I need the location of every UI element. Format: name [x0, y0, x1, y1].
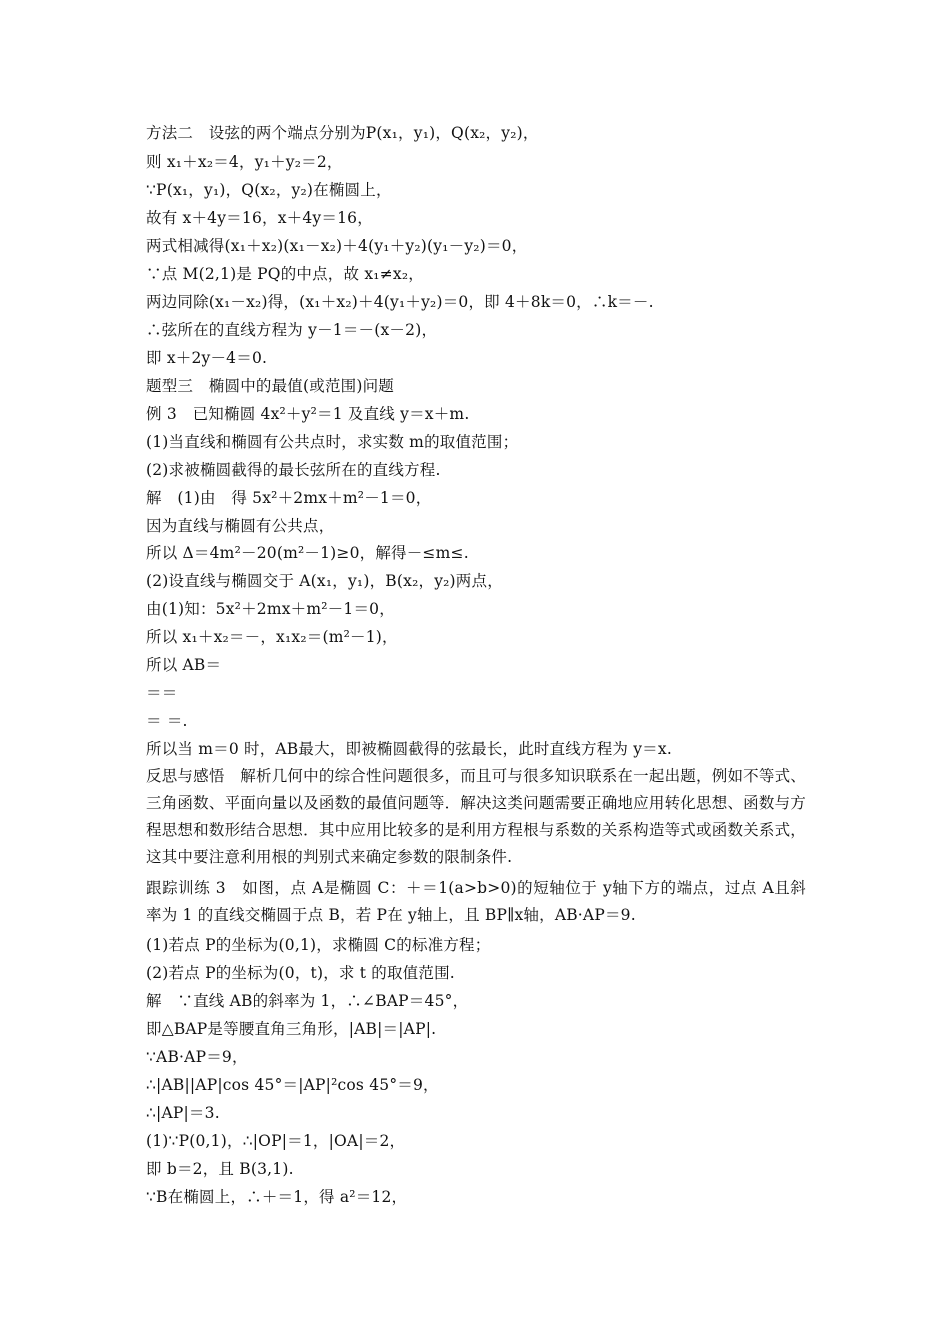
text-line: ＝ ＝. — [146, 712, 188, 730]
text-line: 两边同除(x₁－x₂)得，(x₁＋x₂)＋4(y₁＋y₂)＝0，即 4＋8k＝0，∴k＝－. — [146, 293, 654, 311]
text-line: 所以 Δ＝4m²－20(m²－1)≥0，解得－≤m≤. — [146, 544, 469, 562]
reflection-paragraph: 反思与感悟 解析几何中的综合性问题很多，而且可与很多知识联系在一起出题，例如不等式、三角函数、平面向量以及函数的最值问题等．解决这类问题需要正确地应用转化思想、函数与方程思想和数形结合思想．其中应用比较多的是利用方程根与系数的关系构造等式或函数关系式，这其中要注意利用根的判别式来确定参数的限制条件. — [146, 767, 806, 866]
text-line: (1)当直线和椭圆有公共点时，求实数 m的取值范围； — [146, 433, 519, 451]
text-line: ∵AB·AP＝9， — [146, 1048, 248, 1066]
text-line: 解 (1)由 得 5x²＋2mx＋m²－1＝0， — [146, 489, 432, 507]
text-line: 方法二 设弦的两个端点分别为P(x₁，y₁)，Q(x₂，y₂)， — [146, 124, 539, 142]
text-line: (1)若点 P的坐标为(0,1)，求椭圆 C的标准方程； — [146, 936, 491, 954]
text-line: ＝＝ — [146, 684, 178, 702]
text-line: ∵点 M(2,1)是 PQ的中点，故 x₁≠x₂， — [146, 265, 424, 283]
text-line: ∴|AP|＝3. — [146, 1104, 220, 1122]
text-line: 解 ∵直线 AB的斜率为 1，∴∠BAP＝45°， — [146, 992, 469, 1010]
text-line: 即 b＝2，且 B(3,1). — [146, 1160, 294, 1178]
text-line: ∴弦所在的直线方程为 y－1＝－(x－2)， — [146, 321, 438, 339]
text-line: 即△BAP是等腰直角三角形，|AB|＝|AP|. — [146, 1020, 437, 1038]
text-line: 故有 x＋4y＝16，x＋4y＝16， — [146, 209, 373, 227]
exercise-paragraph: 跟踪训练 3 如图，点 A是椭圆 C：＋＝1(a>b>0)的短轴位于 y轴下方的端点，过点 A且斜率为 1 的直线交椭圆于点 B，若 P在 y轴上，且 BP∥x轴，AB·AP＝9. — [146, 879, 806, 924]
text-line: 所以当 m＝0 时，AB最大，即被椭圆截得的弦最长，此时直线方程为 y＝x. — [146, 740, 672, 758]
text-line: ∵B在椭圆上，∴＋＝1，得 a²＝12， — [146, 1188, 408, 1206]
section-heading: 题型三 椭圆中的最值(或范围)问题 — [146, 377, 394, 395]
text-line: 因为直线与椭圆有公共点， — [146, 517, 335, 535]
text-line: 所以 x₁＋x₂＝－，x₁x₂＝(m²－1)， — [146, 628, 398, 646]
text-line: ∵P(x₁，y₁)，Q(x₂，y₂)在椭圆上， — [146, 181, 392, 199]
text-line: 由(1)知：5x²＋2mx＋m²－1＝0， — [146, 600, 395, 618]
text-line: 即 x＋2y－4＝0. — [146, 349, 268, 367]
text-line: (2)求被椭圆截得的最长弦所在的直线方程. — [146, 461, 441, 479]
text-line: (2)若点 P的坐标为(0，t)，求 t 的取值范围. — [146, 964, 455, 982]
text-line: ∴|AB||AP|cos 45°＝|AP|²cos 45°＝9， — [146, 1076, 439, 1094]
text-line: (1)∵P(0,1)，∴|OP|＝1，|OA|＝2， — [146, 1132, 406, 1150]
text-line: (2)设直线与椭圆交于 A(x₁，y₁)，B(x₂，y₂)两点， — [146, 572, 503, 590]
example-heading: 例 3 已知椭圆 4x²＋y²＝1 及直线 y＝x＋m. — [146, 405, 470, 423]
text-line: 则 x₁＋x₂＝4，y₁＋y₂＝2， — [146, 153, 343, 171]
text-line: 两式相减得(x₁＋x₂)(x₁－x₂)＋4(y₁＋y₂)(y₁－y₂)＝0， — [146, 237, 528, 255]
text-line: 所以 AB＝ — [146, 656, 222, 674]
